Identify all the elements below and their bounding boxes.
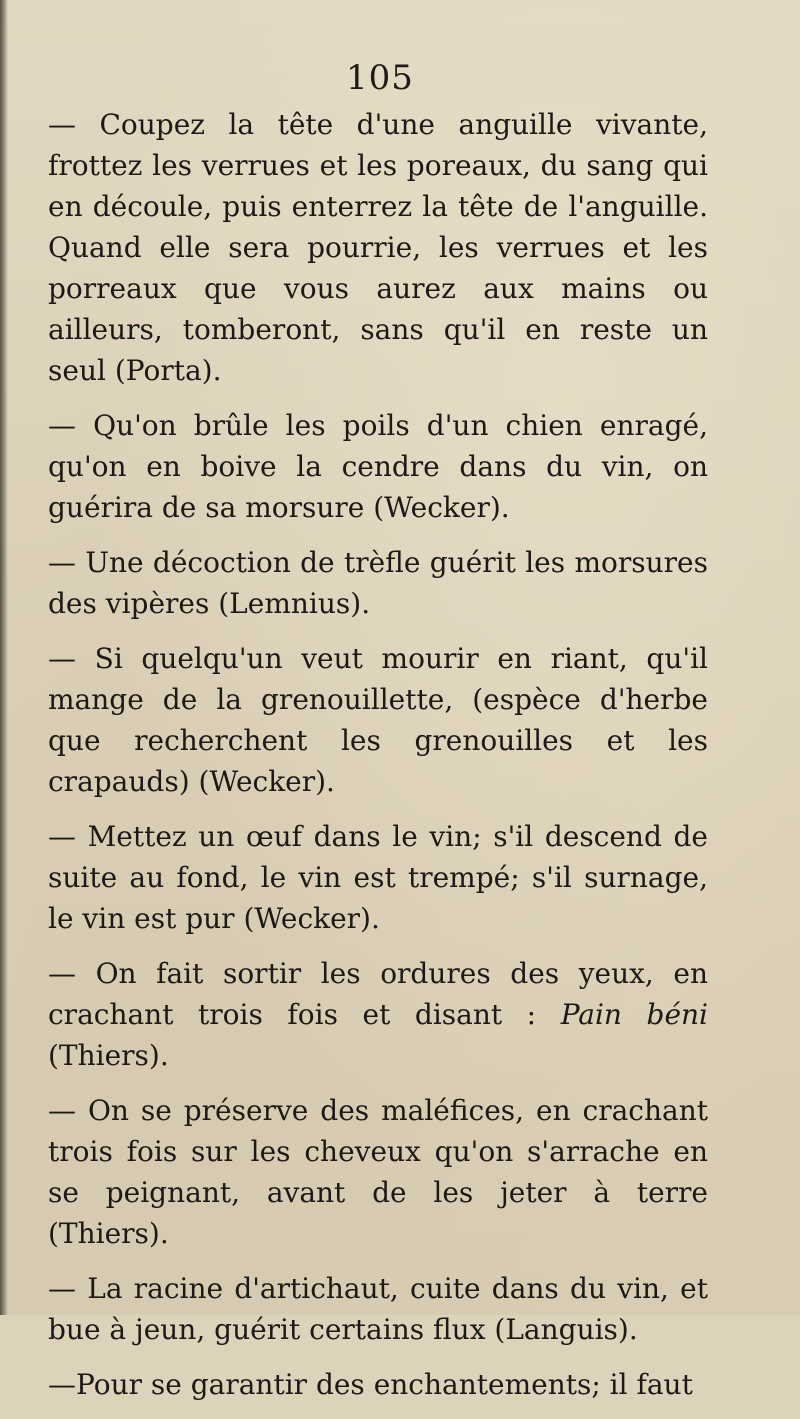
page-text (48, 104, 708, 1419)
binding-edge (0, 0, 8, 1315)
paragraph-anguille: — Coupez la tête d'une anguille vivante, frottez les verrues et les poreaux, du sang qui en découle, puis enterrez la tête de l'anguille. Quand elle sera pourrie, les verrues et les porreaux que vous aurez aux mains ou ailleurs, tomberont, sans qu'il en reste un seul (Porta). (48, 108, 708, 387)
paragraph-chien-enrage: — Qu'on brûle les poils d'un chien enragé, qu'on en boive la cendre dans du vin, on guérira de sa morsure (Wecker). (48, 409, 708, 524)
paragraph-enchantements: —Pour se garantir des enchantements; il faut (48, 1368, 693, 1401)
paragraph-ordures-yeux-after: (Thiers). (48, 1039, 169, 1072)
paragraph-ordures-yeux (48, 953, 708, 1076)
paragraph-ordures-yeux-before: — On fait sortir les ordures des yeux, en crachant trois fois et disant : (48, 957, 708, 1031)
paragraph-malefices: — On se préserve des maléfices, en crachant trois fois sur les cheveux qu'on s'arrache en se peignant, avant de les jeter à terre (Thiers). (48, 1094, 708, 1250)
paragraph-trefle: — Une décoction de trèfle guérit les morsures des vipères (Lemnius). (48, 546, 708, 620)
paragraph-oeuf-vin: — Mettez un œuf dans le vin; s'il descend de suite au fond, le vin est trempé; s'il surnage, le vin est pur (Wecker). (48, 820, 708, 935)
page-number: 105 (346, 58, 414, 98)
paragraph-ordures-yeux-italic: Pain béni (560, 998, 708, 1031)
paragraph-grenouillette: — Si quelqu'un veut mourir en riant, qu'il mange de la grenouillette, (espèce d'herbe que recherchent les grenouilles et les crapauds) (Wecker). (48, 642, 708, 798)
paragraph-artichaut: — La racine d'artichaut, cuite dans du vin, et bue à jeun, guérit certains flux (Languis). (48, 1272, 708, 1346)
